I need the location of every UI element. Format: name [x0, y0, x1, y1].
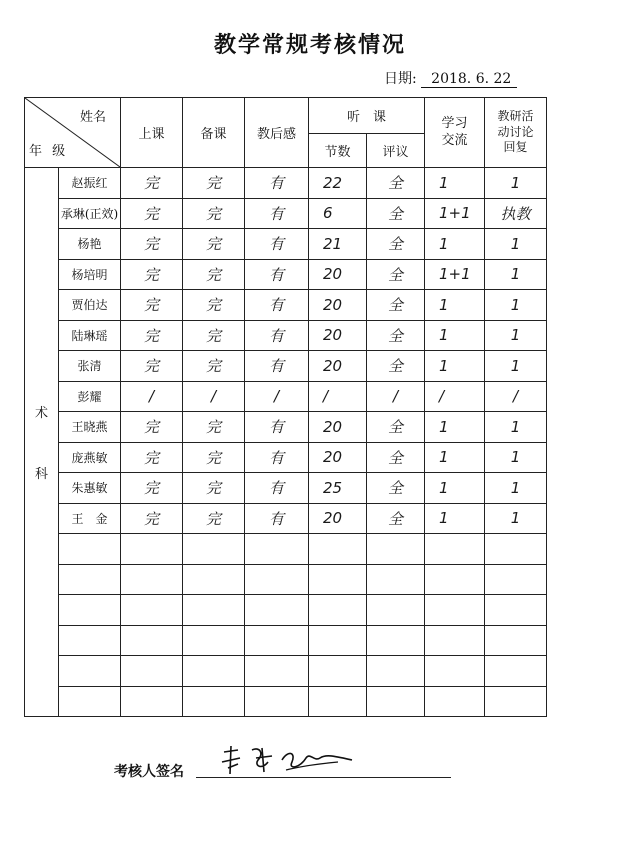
cell-sessions	[309, 564, 367, 595]
cell-sessions: 20	[309, 320, 367, 351]
cell-exchange: 1	[425, 351, 485, 382]
cell-research: 1	[485, 412, 547, 443]
cell-exchange: 1	[425, 290, 485, 321]
cell-research: 1	[485, 503, 547, 534]
empty-row	[25, 686, 547, 717]
col-header-sessions: 节数	[309, 134, 367, 168]
cell-prep	[183, 656, 245, 687]
cell-sessions: 25	[309, 473, 367, 504]
cell-class: 完	[121, 229, 183, 260]
cell-research	[485, 625, 547, 656]
col-header-observe: 听 课	[309, 98, 425, 134]
cell-exchange: 1	[425, 503, 485, 534]
cell-exchange: 1	[425, 229, 485, 260]
table-row	[25, 320, 547, 351]
cell-prep: 完	[183, 320, 245, 351]
cell-research: 1	[485, 259, 547, 290]
teacher-name: 朱惠敏	[59, 473, 121, 504]
cell-research: 1	[485, 473, 547, 504]
cell-reflection: 有	[245, 259, 309, 290]
cell-exchange	[425, 564, 485, 595]
assessment-table	[24, 97, 547, 717]
empty-row	[25, 625, 547, 656]
date-value: 2018. 6. 22	[421, 71, 517, 88]
cell-research: 1	[485, 351, 547, 382]
cell-research: 1	[485, 290, 547, 321]
cell-research: 1	[485, 229, 547, 260]
col-header-reflection: 教后感	[245, 98, 309, 168]
teacher-name: 彭耀	[59, 381, 121, 412]
col-header-comment: 评议	[367, 134, 425, 168]
date-label: 日期:	[384, 71, 417, 87]
cell-class: 完	[121, 198, 183, 229]
table-row	[25, 351, 547, 382]
department-char: 术	[34, 406, 48, 421]
cell-comment	[367, 656, 425, 687]
cell-prep	[183, 534, 245, 565]
cell-reflection: 有	[245, 290, 309, 321]
cell-class: 完	[121, 473, 183, 504]
cell-prep: 完	[183, 290, 245, 321]
cell-reflection	[245, 534, 309, 565]
cell-comment: 全	[367, 198, 425, 229]
cell-comment: 全	[367, 442, 425, 473]
teacher-name: 王晓燕	[59, 412, 121, 443]
cell-class	[121, 686, 183, 717]
table-row	[25, 381, 547, 412]
cell-prep	[183, 625, 245, 656]
cell-sessions	[309, 686, 367, 717]
cell-exchange: 1+1	[425, 259, 485, 290]
cell-class: 完	[121, 412, 183, 443]
cell-reflection: 有	[245, 412, 309, 443]
cell-class: 完	[121, 320, 183, 351]
teacher-name: 贾伯达	[59, 290, 121, 321]
cell-exchange: 1+1	[425, 198, 485, 229]
cell-sessions: 20	[309, 503, 367, 534]
cell-sessions	[309, 534, 367, 565]
cell-comment	[367, 595, 425, 626]
teacher-name: 杨培明	[59, 259, 121, 290]
cell-exchange: 1	[425, 412, 485, 443]
empty-row	[25, 656, 547, 687]
cell-class	[121, 656, 183, 687]
cell-exchange	[425, 625, 485, 656]
cell-prep: 完	[183, 412, 245, 443]
cell-reflection: 有	[245, 229, 309, 260]
cell-comment: 全	[367, 473, 425, 504]
teacher-name: 陆琳瑶	[59, 320, 121, 351]
cell-sessions: 20	[309, 259, 367, 290]
cell-sessions: 20	[309, 351, 367, 382]
col-header-class: 上课	[121, 98, 183, 168]
table-row	[25, 168, 547, 199]
cell-class: 完	[121, 503, 183, 534]
teacher-name	[59, 656, 121, 687]
cell-class	[121, 534, 183, 565]
teacher-name: 张清	[59, 351, 121, 382]
cell-comment	[367, 534, 425, 565]
date-line	[384, 68, 517, 88]
cell-sessions	[309, 625, 367, 656]
cell-comment	[367, 686, 425, 717]
cell-prep	[183, 595, 245, 626]
table-row	[25, 229, 547, 260]
cell-prep: 完	[183, 442, 245, 473]
cell-sessions	[309, 595, 367, 626]
cell-research	[485, 595, 547, 626]
teacher-name	[59, 686, 121, 717]
teacher-name	[59, 595, 121, 626]
cell-research: 1	[485, 442, 547, 473]
department-char: 科	[34, 467, 48, 482]
cell-research	[485, 656, 547, 687]
corner-cell	[25, 98, 121, 168]
document-title: 教学常规考核情况	[213, 32, 406, 58]
cell-class: /	[121, 381, 183, 412]
cell-reflection: 有	[245, 198, 309, 229]
cell-sessions: 20	[309, 442, 367, 473]
cell-exchange: 1	[425, 320, 485, 351]
table-row	[25, 198, 547, 229]
cell-comment: 全	[367, 503, 425, 534]
cell-class: 完	[121, 351, 183, 382]
cell-comment: 全	[367, 320, 425, 351]
cell-comment: 全	[367, 412, 425, 443]
cell-comment: /	[367, 381, 425, 412]
cell-research: 执教	[485, 198, 547, 229]
teacher-name	[59, 534, 121, 565]
header-row-1	[25, 98, 547, 134]
cell-comment	[367, 564, 425, 595]
corner-name-label: 姓名	[79, 110, 106, 125]
cell-comment: 全	[367, 168, 425, 199]
cell-prep: 完	[183, 473, 245, 504]
cell-reflection: 有	[245, 351, 309, 382]
table-row	[25, 473, 547, 504]
cell-class	[121, 595, 183, 626]
cell-exchange: 1	[425, 473, 485, 504]
cell-sessions: 22	[309, 168, 367, 199]
cell-reflection: 有	[245, 320, 309, 351]
col-header-prep: 备课	[183, 98, 245, 168]
cell-exchange: /	[425, 381, 485, 412]
handwritten-signature	[216, 740, 356, 780]
cell-sessions	[309, 656, 367, 687]
cell-class: 完	[121, 259, 183, 290]
cell-prep	[183, 564, 245, 595]
cell-research	[485, 686, 547, 717]
cell-class: 完	[121, 168, 183, 199]
cell-sessions: 6	[309, 198, 367, 229]
col-header-research: 教研活 动讨论 回复	[485, 98, 547, 168]
cell-comment: 全	[367, 229, 425, 260]
cell-comment: 全	[367, 290, 425, 321]
cell-exchange	[425, 534, 485, 565]
cell-prep: 完	[183, 168, 245, 199]
cell-sessions: 20	[309, 290, 367, 321]
table-row	[25, 442, 547, 473]
teacher-name: 赵振红	[59, 168, 121, 199]
empty-row	[25, 534, 547, 565]
cell-prep	[183, 686, 245, 717]
cell-reflection	[245, 625, 309, 656]
cell-prep: 完	[183, 259, 245, 290]
cell-comment	[367, 625, 425, 656]
cell-reflection	[245, 686, 309, 717]
cell-prep: 完	[183, 198, 245, 229]
cell-exchange	[425, 595, 485, 626]
cell-class: 完	[121, 290, 183, 321]
cell-class	[121, 625, 183, 656]
signature-label: 考核人签名	[114, 764, 184, 780]
cell-research: 1	[485, 168, 547, 199]
table-row	[25, 503, 547, 534]
cell-research: /	[485, 381, 547, 412]
cell-prep: 完	[183, 503, 245, 534]
empty-row	[25, 564, 547, 595]
cell-reflection: /	[245, 381, 309, 412]
cell-reflection	[245, 656, 309, 687]
empty-row	[25, 595, 547, 626]
col-header-exchange: 学习 交流	[425, 98, 485, 168]
cell-reflection: 有	[245, 442, 309, 473]
cell-comment: 全	[367, 259, 425, 290]
cell-reflection	[245, 564, 309, 595]
cell-research: 1	[485, 320, 547, 351]
cell-exchange	[425, 656, 485, 687]
cell-reflection: 有	[245, 473, 309, 504]
teacher-name	[59, 564, 121, 595]
cell-reflection	[245, 595, 309, 626]
cell-sessions: 21	[309, 229, 367, 260]
table-row	[25, 290, 547, 321]
cell-prep: 完	[183, 229, 245, 260]
teacher-name: 杨艳	[59, 229, 121, 260]
table-row	[25, 259, 547, 290]
table-row	[25, 412, 547, 443]
corner-grade-label: 年 级	[29, 144, 69, 159]
teacher-name: 庞燕敏	[59, 442, 121, 473]
cell-prep: 完	[183, 351, 245, 382]
cell-reflection: 有	[245, 168, 309, 199]
cell-sessions: /	[309, 381, 367, 412]
cell-prep: /	[183, 381, 245, 412]
cell-class: 完	[121, 442, 183, 473]
cell-class	[121, 564, 183, 595]
cell-research	[485, 564, 547, 595]
cell-exchange: 1	[425, 442, 485, 473]
teacher-name: 承琳(正效)	[59, 198, 121, 229]
department-cell	[25, 168, 59, 717]
cell-research	[485, 534, 547, 565]
teacher-name	[59, 625, 121, 656]
cell-exchange: 1	[425, 168, 485, 199]
cell-reflection: 有	[245, 503, 309, 534]
teacher-name: 王 金	[59, 503, 121, 534]
cell-comment: 全	[367, 351, 425, 382]
cell-sessions: 20	[309, 412, 367, 443]
cell-exchange	[425, 686, 485, 717]
